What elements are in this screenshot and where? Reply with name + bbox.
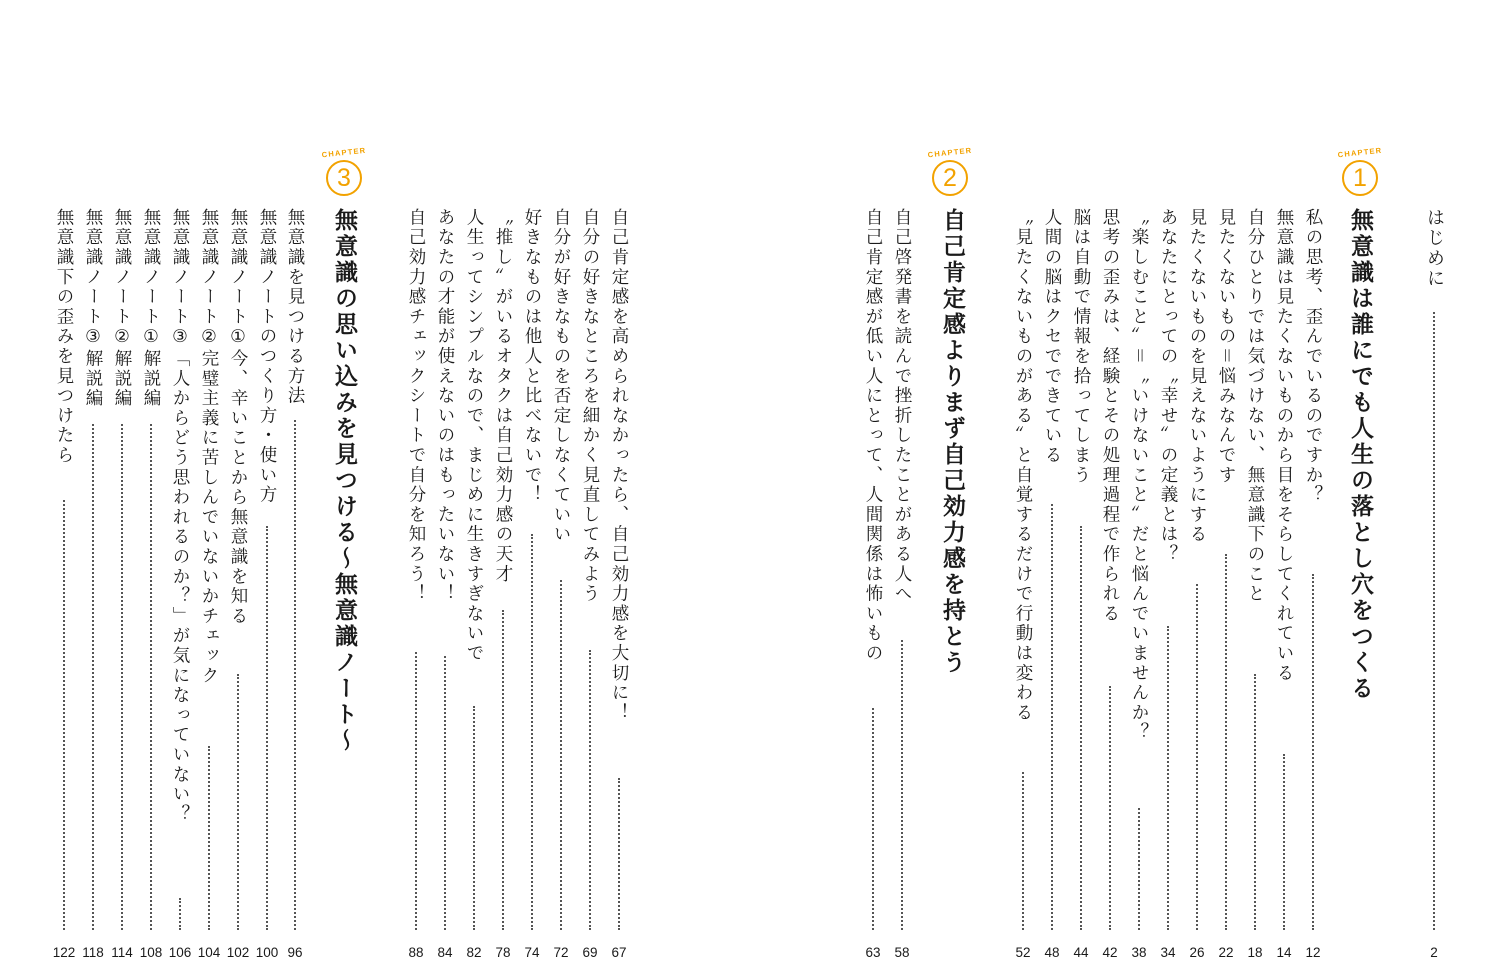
entry-title: 無意識ノート③解説編 [83,208,103,409]
dot-leader [618,778,620,930]
entry-title: 〝推し〟がいるオタクは自己効力感の天才 [493,208,513,585]
toc-entry[interactable] [1272,208,1296,960]
entry-title: 自己啓発書を読んで挫折したことがある人へ [892,208,912,604]
dot-leader [1225,554,1227,930]
chapter-1-badge [1337,145,1384,200]
entry-page: 69 [582,945,598,960]
toc-entry[interactable] [549,208,573,960]
toc-entry[interactable] [139,208,163,960]
toc-entry[interactable] [1214,208,1238,960]
chapter-3-number: 3 [337,164,351,192]
entry-title: 人生ってシンプルなので、まじめに生きすぎないで [464,208,484,664]
dot-leader [1312,574,1314,930]
entry-title: 思考の歪みは、経験とその処理過程で作られる [1100,208,1120,624]
entry-page: 48 [1044,945,1060,960]
entry-page: 58 [894,945,910,960]
entry-title: 無意識ノートのつくり方・使い方 [257,208,277,505]
chapter-1-title: 無意識は誰にでも人生の落とし穴をつくる [1347,208,1373,702]
chapter-1-number: 1 [1353,164,1367,192]
entry-page: 34 [1160,945,1176,960]
entry-title: 自己肯定感を高められなかったら、自己効力感を大切に！ [609,208,629,723]
entry-title: 人間の脳はクセでできている [1042,208,1062,466]
entry-page: 118 [82,945,104,960]
toc-entry[interactable] [520,208,544,960]
entry-title: 自己肯定感が低い人にとって、人間関係は怖いもの [863,208,883,664]
chapter-3-title: 無意識の思い込みを見つける～無意識ノート～ [331,208,357,754]
dot-leader [63,500,65,930]
dot-leader [1022,772,1024,930]
entry-page: 84 [437,945,453,960]
entry-title: 無意識ノート①今、辛いことから無意識を知る [228,208,248,627]
dot-leader [415,652,417,930]
entry-page: 102 [226,945,250,960]
toc-entry-intro[interactable] [1422,208,1446,960]
entry-page: 12 [1305,945,1321,960]
dot-leader [444,656,446,930]
entry-page: 38 [1131,945,1147,960]
entry-title: あなたの才能が使えないのはもったいない！ [435,208,455,604]
entry-title: 脳は自動で情報を拾ってしまう [1071,208,1091,486]
chapter-1-label: CHAPTER [1337,145,1383,160]
toc-entry[interactable] [1185,208,1209,960]
dot-leader [121,424,123,930]
right-page [750,0,1500,962]
entry-page: 14 [1276,945,1292,960]
entry-title: 無意識下の歪みを見つけたら [54,208,74,466]
toc-entry[interactable] [283,208,307,960]
toc-entry[interactable] [861,208,885,960]
dot-leader [473,706,475,930]
entry-page: 104 [197,945,221,960]
dot-leader [1283,754,1285,930]
entry-page: 18 [1247,945,1263,960]
entry-title: はじめに [1424,208,1445,290]
entry-page: 122 [52,945,76,960]
toc-entry[interactable] [110,208,134,960]
chapter-3-badge [321,145,368,200]
entry-page: 44 [1073,945,1089,960]
dot-leader [1109,686,1111,930]
entry-page: 100 [255,945,279,960]
dot-leader [901,640,903,930]
toc-entry[interactable] [52,208,76,960]
dot-leader [589,650,591,930]
toc-entry[interactable] [1040,208,1064,960]
entry-page: 26 [1189,945,1205,960]
entry-page: 114 [111,945,133,960]
entry-page: 106 [168,945,192,960]
toc-entry[interactable] [607,208,631,960]
toc-entry[interactable] [1301,208,1325,960]
entry-title: 自分の好きなところを細かく見直してみよう [580,208,600,604]
entry-title: 無意識ノート③「人からどう思われるのか？」が気になっていない？ [170,208,190,825]
entry-page: 74 [524,945,540,960]
entry-title: 自分が好きなものを否定しなくていい [551,208,571,545]
entry-page: 63 [865,945,881,960]
entry-title: 自己効力感チェックシートで自分を知ろう！ [406,208,426,604]
chapter-2-badge [927,145,974,200]
toc-entry[interactable] [1243,208,1267,960]
entry-page: 96 [287,945,303,960]
dot-leader [531,534,533,930]
entry-page: 52 [1015,945,1031,960]
dot-leader [237,674,239,930]
entry-title: 無意識は見たくないものから目をそらしてくれている [1274,208,1294,684]
toc-entry[interactable] [491,208,515,960]
dot-leader [1433,312,1435,930]
entry-title: 無意識ノート②解説編 [112,208,132,409]
dot-leader [150,424,152,930]
dot-leader [560,580,562,930]
entry-page: 88 [408,945,424,960]
entry-title: 見たくないものを見えないようにする [1187,208,1207,545]
chapter-2-label: CHAPTER [927,145,973,160]
entry-title: 自分ひとりでは気づけない、無意識下のこと [1245,208,1265,604]
toc-entry[interactable] [1069,208,1093,960]
toc-entry[interactable] [578,208,602,960]
entry-page: 67 [611,945,627,960]
dot-leader [1167,626,1169,930]
dot-leader [1080,526,1082,930]
toc-entry[interactable] [890,208,914,960]
chapter-3-label: CHAPTER [321,145,367,160]
toc-entry[interactable] [1098,208,1122,960]
dot-leader [294,420,296,930]
entry-title: 〝楽しむこと〟＝〝いけないこと〟だと悩んでいませんか？ [1129,208,1149,743]
entry-page: 22 [1218,945,1234,960]
toc-entry[interactable] [1127,208,1151,960]
dot-leader [208,746,210,930]
entry-page: 108 [139,945,163,960]
toc-entry[interactable] [462,208,486,960]
entry-page: 72 [553,945,569,960]
toc-entry[interactable] [1011,208,1035,960]
entry-title: 無意識を見つける方法 [285,208,305,406]
dot-leader [1138,808,1140,930]
toc-entry[interactable] [1156,208,1180,960]
entry-title: 無意識ノート②完璧主義に苦しんでいないかチェック [199,208,219,686]
dot-leader [1254,674,1256,930]
entry-page: 42 [1102,945,1118,960]
entry-title: 私の思考、歪んでいるのですか？ [1303,208,1323,505]
dot-leader [179,898,181,930]
dot-leader [266,526,268,930]
dot-leader [502,610,504,930]
entry-title: 好きなものは他人と比べないで！ [522,208,542,505]
entry-page: 82 [466,945,482,960]
toc-entry[interactable] [226,208,250,960]
dot-leader [92,424,94,930]
dot-leader [872,708,874,930]
dot-leader [1196,584,1198,930]
entry-title: あなたにとっての〝幸せ〟の定義とは？ [1158,208,1178,565]
entry-title: 見たくないもの＝悩みなんです [1216,208,1236,486]
toc-entry[interactable] [168,208,192,960]
chapter-2-number: 2 [943,164,957,192]
toc-entry[interactable] [404,208,428,960]
entry-title: 無意識ノート①解説編 [141,208,161,409]
entry-title: 〝見たくないものがある〟と自覚するだけで行動は変わる [1013,208,1033,723]
chapter-2-title: 自己肯定感よりまず自己効力感を持とう [939,208,965,676]
toc-entry[interactable] [433,208,457,960]
entry-page: 78 [495,945,511,960]
dot-leader [1051,504,1053,930]
toc-entry[interactable] [197,208,221,960]
toc-entry[interactable] [81,208,105,960]
entry-page: 2 [1430,945,1438,960]
toc-entry[interactable] [255,208,279,960]
